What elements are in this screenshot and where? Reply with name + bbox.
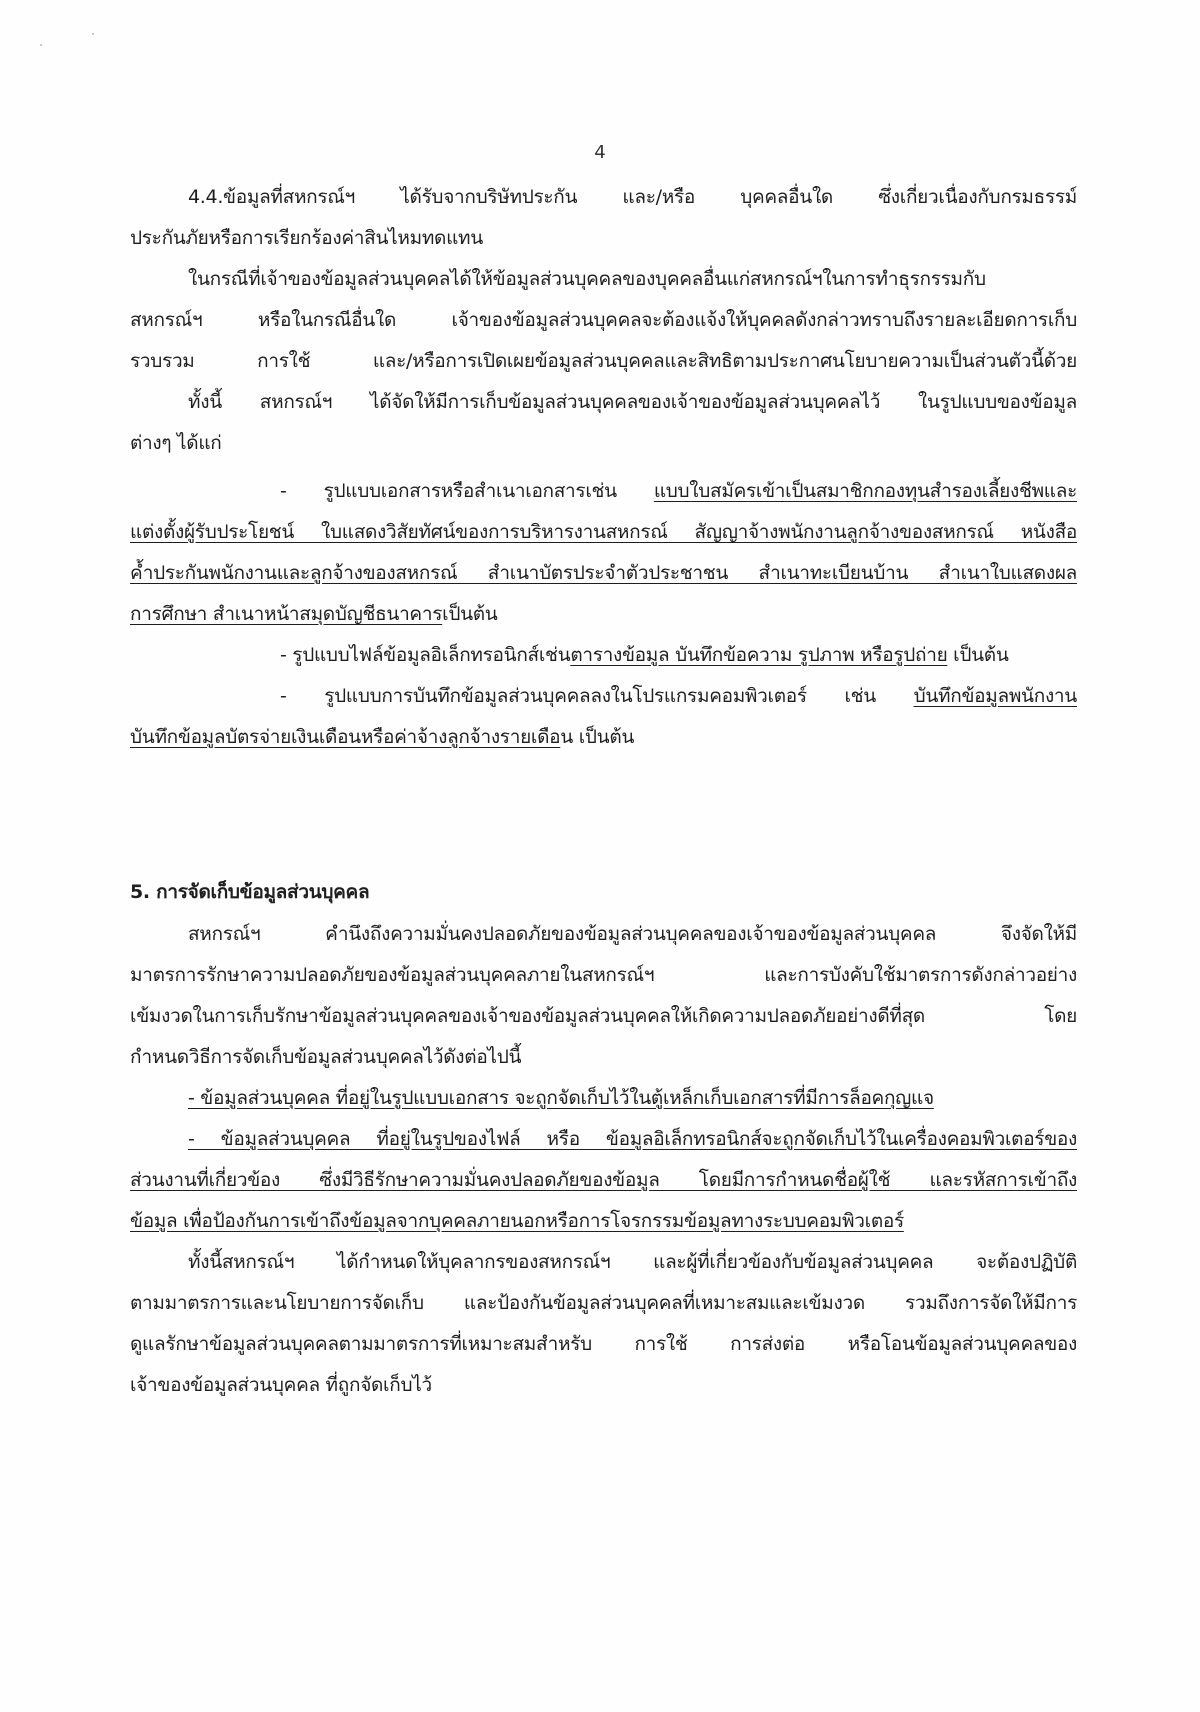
bullet-documents-line-3: ค้ำประกันพนักงานและลูกจ้างของสหกรณ์ สำเนาบัตรประจำตัวประชาชน สำเนาทะเบียนบ้าน สำเนาใบแสดงผล [130, 562, 1077, 584]
bullet-paper-storage: - ข้อมูลส่วนบุคคล ที่อยู่ในรูปแบบเอกสาร จะถูกจัดเก็บไว้ในตู้เหล็กเก็บเอกสารที่มีการล็อคกุญแจ [188, 1087, 934, 1109]
section-5-para-1-line-1: สหกรณ์ฯ คำนึงถึงความมั่นคงปลอดภัยของข้อมูลส่วนบุคคลของเจ้าของข้อมูลส่วนบุคคล จึงจัดให้มี [188, 923, 1077, 945]
scan-speck [92, 33, 94, 35]
section-5-para-1-line-2: มาตรการรักษาความปลอดภัยของข้อมูลส่วนบุคคลภายในสหกรณ์ฯ และการบังคับใช้มาตรการดังกล่าวอย่าง [130, 964, 1077, 986]
third-party-para-line-3: รวบรวม การใช้ และ/หรือการเปิดเผยข้อมูลส่วนบุคคลและสิทธิตามประกาศนโยบายความเป็นส่วนตัวนี้ด้วย [130, 350, 1077, 372]
bullet-digital-storage-line-3: ข้อมูล เพื่อป้องกันการเข้าถึงข้อมูลจากบุคคลภายนอกหรือการโจรกรรมข้อมูลทางระบบคอมพิวเตอร์ [130, 1210, 904, 1232]
bullet-computer-prefix: - รูปแบบการบันทึกข้อมูลส่วนบุคคลลงในโปรแกรมคอมพิวเตอร์ เช่น [280, 685, 914, 707]
bullet-computer-line-2-underlined: บันทึกข้อมูลบัตรจ่ายเงินเดือนหรือค่าจ้างลูกจ้างรายเดือ [130, 726, 561, 748]
bullet-documents-line-1 [280, 477, 1077, 505]
bullet-electronic-underlined: ตารางข้อมูล บันทึกข้อความ รูปภาพ หรือรูปถ่าย [570, 644, 948, 666]
section-4-4-line-1: 4.4.ข้อมูลที่สหกรณ์ฯ ได้รับจากบริษัทประกัน และ/หรือ บุคคลอื่นใด ซึ่งเกี่ยวเนื่องกับกรมธรรม์ [188, 186, 1077, 208]
section-5-para-1-line-4: กำหนดวิธีการจัดเก็บข้อมูลส่วนบุคคลไว้ดังต่อไปนี้ [130, 1046, 522, 1068]
bullet-documents-underlined-1: แบบใบสมัครเข้าเป็นสมาชิกกองทุนสำรองเลี้ยงชีพและ [653, 480, 1077, 502]
bullet-documents-line-4 [130, 600, 498, 628]
bullet-digital-storage-line-2: ส่วนงานที่เกี่ยวข้อง ซึ่งมีวิธีรักษาความมั่นคงปลอดภัยของข้อมูล โดยมีการกำหนดชื่อผู้ใช้ และรหัสการเข้าถึง [130, 1169, 1077, 1191]
section-5-para-2-line-1: ทั้งนี้สหกรณ์ฯ ได้กำหนดให้บุคลากรของสหกรณ์ฯ และผู้ที่เกี่ยวข้องกับข้อมูลส่วนบุคคล จะต้องปฏิบัติ [188, 1251, 1077, 1273]
section-5-para-2-line-2: ตามมาตรการและนโยบายการจัดเก็บ และป้องกันข้อมูลส่วนบุคคลที่เหมาะสมและเข้มงวด รวมถึงการจัดให้มีการ [130, 1292, 1077, 1314]
bullet-computer-underlined-1: บันทึกข้อมูลพนักงาน [913, 685, 1077, 707]
bullet-documents-line-4-underlined: การศึกษา สำเนาหน้าสมุดบัญชีธนาคาร [130, 603, 443, 625]
scan-speck [40, 44, 42, 46]
section-5-heading: 5. การจัดเก็บข้อมูลส่วนบุคคล [130, 881, 370, 903]
section-5-para-1-line-3: เข้มงวดในการเก็บรักษาข้อมูลส่วนบุคคลของเจ้าของข้อมูลส่วนบุคคลให้เกิดความปลอดภัยอย่างดีที่สุด โดย [130, 1005, 1077, 1027]
bullet-computer-line-2-suffix: น เป็นต้น [560, 726, 635, 748]
bullet-computer-line-1 [280, 682, 1077, 710]
section-5-para-2-line-4: เจ้าของข้อมูลส่วนบุคคล ที่ถูกจัดเก็บไว้ [130, 1374, 432, 1396]
bullet-documents-prefix: - รูปแบบเอกสารหรือสำเนาเอกสารเช่น [280, 480, 654, 502]
section-4-4-line-2: ประกันภัยหรือการเรียกร้องค่าสินไหมทดแทน [130, 227, 483, 249]
page-number: 4 [594, 142, 606, 163]
section-5-para-2-line-3: ดูแลรักษาข้อมูลส่วนบุคคลตามมาตรการที่เหมาะสมสำหรับ การใช้ การส่งต่อ หรือโอนข้อมูลส่วนบุคคลของ [130, 1333, 1077, 1355]
bullet-electronic-prefix: - รูปแบบไฟล์ข้อมูลอิเล็กทรอนิกส์เช่น [280, 644, 571, 666]
bullet-computer-line-2 [130, 723, 634, 751]
bullet-electronic-suffix: เป็นต้น [947, 644, 1009, 666]
bullet-digital-storage-line-1: - ข้อมูลส่วนบุคคล ที่อยู่ในรูปของไฟล์ หรือ ข้อมูลอิเล็กทรอนิกส์จะถูกจัดเก็บไว้ในเครื่องคอมพิวเตอร์ของ [188, 1128, 1077, 1150]
bullet-documents-line-2: แต่งตั้งผู้รับประโยชน์ ใบแสดงวิสัยทัศน์ของการบริหารงานสหกรณ์ สัญญาจ้างพนักงานลูกจ้างของสหกรณ์ หนังสือ [130, 521, 1077, 543]
forms-para-line-2: ต่างๆ ได้แก่ [130, 432, 222, 454]
forms-para-line-1: ทั้งนี้ สหกรณ์ฯ ได้จัดให้มีการเก็บข้อมูลส่วนบุคคลของเจ้าของข้อมูลส่วนบุคคลไว้ ในรูปแบบของข้อมูล [188, 391, 1077, 413]
bullet-documents-line-4-suffix: เป็นต้น [442, 603, 498, 625]
bullet-electronic [280, 641, 1009, 669]
third-party-para-line-1: ในกรณีที่เจ้าของข้อมูลส่วนบุคคลได้ให้ข้อมูลส่วนบุคคลของบุคคลอื่นแก่สหกรณ์ฯในการทำธุรกรรมกับ [188, 268, 986, 290]
third-party-para-line-2: สหกรณ์ฯ หรือในกรณีอื่นใด เจ้าของข้อมูลส่วนบุคคลจะต้องแจ้งให้บุคคลดังกล่าวทราบถึงรายละเอียดการเก็บ [130, 309, 1077, 331]
